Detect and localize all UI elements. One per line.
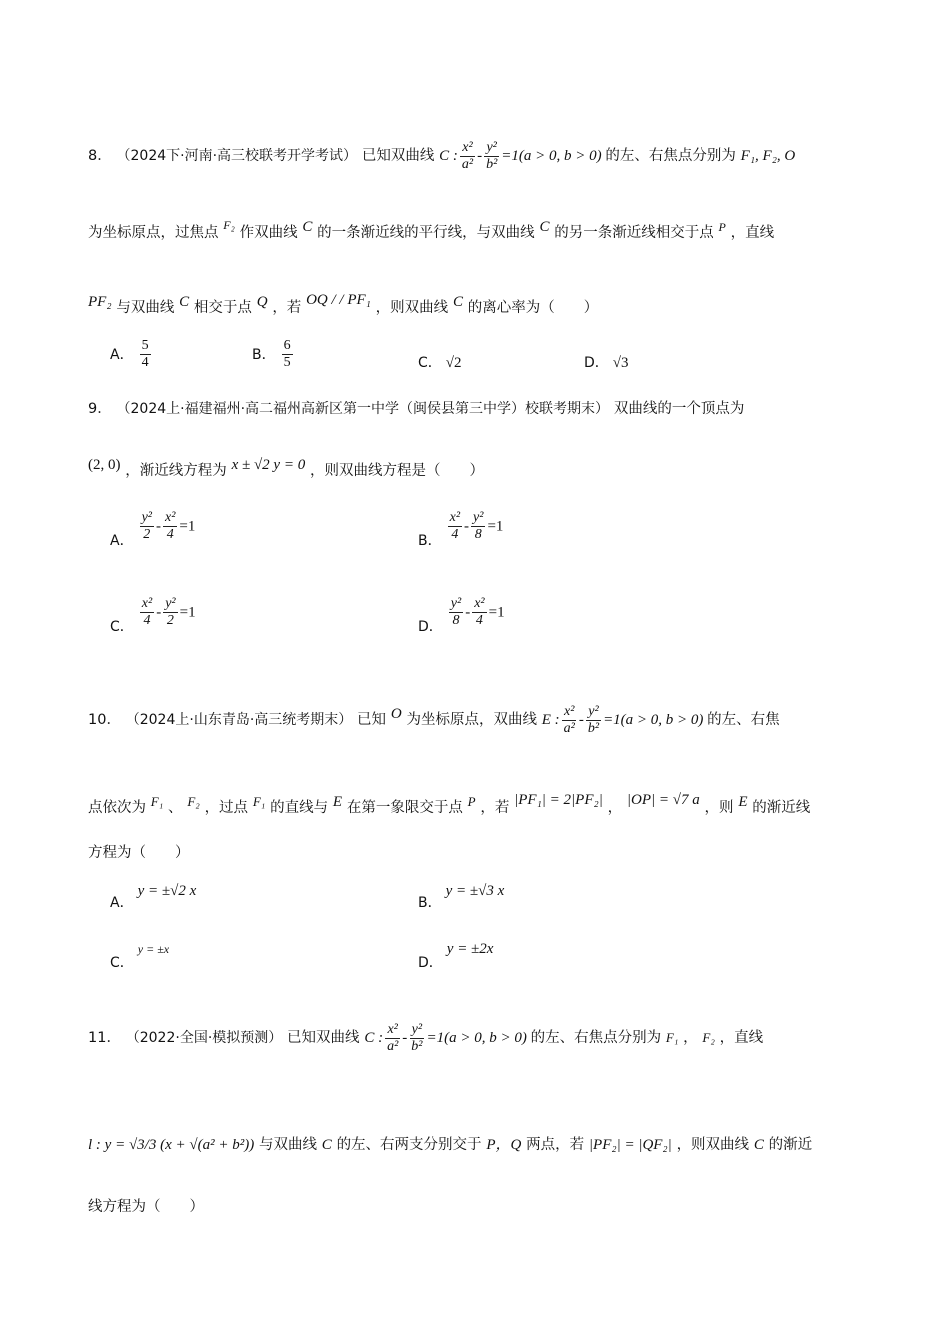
- q8-source: （2024下·河南·高三校联考开学考试）: [116, 147, 358, 164]
- q11-equation: C : $\frac{\text{x²}}{\text{a²}}$ - $\frac{\text{y²}}{\text{b²}}$ =1(a > 0, b > 0): [364, 1022, 527, 1054]
- q10-line-3: 方程为（ ）: [88, 845, 190, 861]
- q10-source: （2024上·山东青岛·高三统考期末）: [125, 712, 353, 728]
- q11-source: （2022·全国·模拟预测）: [125, 1029, 283, 1046]
- q9-line-1: 9． （2024上·福建福州·高二福州高新区第一中学（闽侯县第三中学）校联考期末） 双曲线的一个顶点为: [88, 401, 745, 417]
- q10-equation: E : $\frac{\text{x²}}{\text{a²}}$ - $\frac{\text{y²}}{\text{b²}}$ =1(a > 0, b > 0): [541, 704, 704, 737]
- q9-source: （2024上·福建福州·高二福州高新区第一中学（闽侯县第三中学）校联考期末）: [116, 401, 610, 417]
- q10-option-c[interactable]: C．y = ±x: [110, 942, 170, 971]
- q9-option-d[interactable]: D． $\frac{\text{y²}}{8}$ - $\frac{\text{x²}}{4}$ =1: [418, 596, 505, 635]
- q9-number: 9．: [88, 401, 112, 417]
- q8-option-c[interactable]: C． √2: [418, 355, 462, 371]
- q11-line-1: 11． （2022·全国·模拟预测） 已知双曲线 C : $\frac{\text{x²}}{\text{a²}}$ - $\frac{\text{y²}}{\text{b²}}$ =1(a > 0, b > 0) 的左、右焦点分别为 F₁ ， F₂ ，直线: [88, 1022, 764, 1054]
- q9-line-2: (2, 0) ，渐近线方程为 x ± √2 y = 0 ，则双曲线方程是（ ）: [88, 457, 484, 479]
- q10-line-2: 点依次为 F₁ 、 F₂ ，过点 F₁ 的直线与 E 在第一象限交于点 P ，若 |PF₁| = 2|PF₂| ， |OP| = √7 a ，则 E 的渐近线: [88, 792, 811, 816]
- q9-option-b[interactable]: B． $\frac{\text{x²}}{4}$ - $\frac{\text{y²}}{8}$ =1: [418, 510, 504, 549]
- q8-option-a[interactable]: A． $\frac{5}{4}$: [110, 338, 149, 370]
- q9-option-c[interactable]: C． $\frac{\text{x²}}{4}$ - $\frac{\text{y²}}{2}$ =1: [110, 596, 196, 635]
- q10-option-b[interactable]: B．y = ±√3 x: [418, 883, 505, 911]
- q8-line-3: PF₂ 与双曲线 C 相交于点 Q ，若 OQ / / PF₁ ，则双曲线 C 的离心率为（ ）: [88, 292, 599, 316]
- q11-number: 11．: [88, 1029, 121, 1046]
- q8-number: 8．: [88, 147, 112, 164]
- q8-line-1: 8． （2024下·河南·高三校联考开学考试） 已知双曲线 C : $\frac{\text{x²}}{\text{a²}}$ - $\frac{\text{y²}}{\text{b²}}$ =1(a > 0, b > 0) 的左、右焦点分别为 F₁, F₂, O: [88, 140, 796, 172]
- q8-line-2: 为坐标原点，过焦点 $^{F_2}$ 作双曲线 C 的一条渐近线的平行线，与双曲线 C 的另一条渐近线相交于点 $^P$ ，直线: [88, 218, 775, 241]
- q9-option-a[interactable]: A． $\frac{\text{y²}}{2}$ - $\frac{\text{x²}}{4}$ =1: [110, 510, 196, 549]
- q10-option-a[interactable]: A．y = ±√2 x: [110, 883, 197, 911]
- q11-line-2: l : y = √3/3 (x + √(a² + b²)) 与双曲线 C 的左、右两支分别交于 P，Q 两点，若 |PF₂| = |QF₂| ，则双曲线 C 的渐近: [88, 1137, 813, 1153]
- q10-line-1: 10． （2024上·山东青岛·高三统考期末） 已知 O 为坐标原点，双曲线 E : $\frac{\text{x²}}{\text{a²}}$ - $\frac{\text{y²}}{\text{b²}}$ =1(a > 0, b > 0) 的左、右焦: [88, 704, 780, 737]
- q8-option-d[interactable]: D． √3: [584, 355, 629, 371]
- q8-foci: F₁, F₂, O: [740, 147, 796, 164]
- q11-line-equation: l : y = √3/3 (x + √(a² + b²)): [88, 1137, 255, 1153]
- q11-line-3: 线方程为（ ）: [88, 1199, 204, 1215]
- q10-number: 10．: [88, 712, 121, 728]
- q10-option-d[interactable]: D．y = ±2x: [418, 941, 494, 971]
- q8-equation: C : $\frac{\text{x²}}{\text{a²}}$ - $\frac{\text{y²}}{\text{b²}}$ =1(a > 0, b > 0): [439, 140, 602, 172]
- q8-option-b[interactable]: B． $\frac{6}{5}$: [252, 338, 291, 370]
